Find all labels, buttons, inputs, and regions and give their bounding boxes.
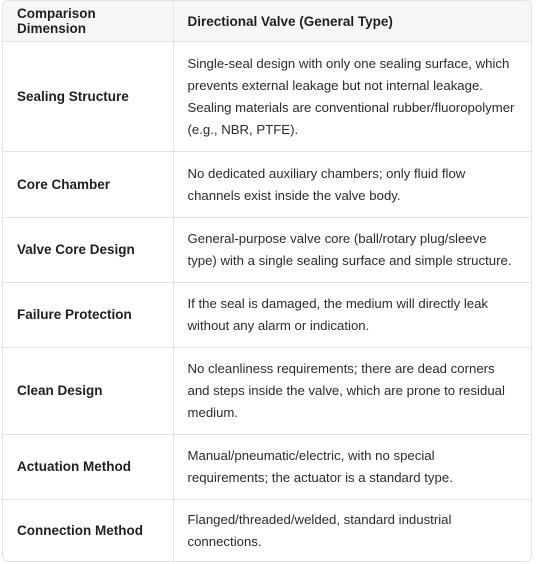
comparison-table-grid: [3, 1, 531, 561]
table-row: [3, 42, 531, 152]
table-row: [3, 218, 531, 283]
table-header: [3, 1, 531, 42]
row-description: General-purpose valve core (ball/rotary plug/sleeve type) with a single sealing surface and simple structure.: [173, 218, 531, 283]
row-dimension: Core Chamber: [3, 152, 173, 218]
header-row: [3, 1, 531, 42]
table-row: [3, 348, 531, 435]
header-comparison-dimension: Comparison Dimension: [3, 1, 173, 42]
row-description: Flanged/threaded/welded, standard industrial connections.: [173, 500, 531, 562]
row-description: Single-seal design with only one sealing surface, which prevents external leakage but not internal leakage. Sealing materials are conventional rubber/fluoropolymer (e.g., NBR, PTFE).: [173, 42, 531, 152]
comparison-table: [2, 0, 532, 562]
row-dimension: Clean Design: [3, 348, 173, 435]
row-description: Manual/pneumatic/electric, with no special requirements; the actuator is a standard type.: [173, 435, 531, 500]
table-body: [3, 42, 531, 562]
table-row: [3, 152, 531, 218]
row-dimension: Actuation Method: [3, 435, 173, 500]
table-row: [3, 500, 531, 562]
table-row: [3, 435, 531, 500]
row-description: No dedicated auxiliary chambers; only fluid flow channels exist inside the valve body.: [173, 152, 531, 218]
row-description: If the seal is damaged, the medium will directly leak without any alarm or indication.: [173, 283, 531, 348]
row-dimension: Connection Method: [17, 522, 143, 538]
table-row: [3, 283, 531, 348]
row-description: No cleanliness requirements; there are dead corners and steps inside the valve, which are prone to residual medium.: [173, 348, 531, 435]
row-dimension: Sealing Structure: [3, 42, 173, 152]
row-dimension: Valve Core Design: [3, 218, 173, 283]
header-directional-valve: Directional Valve (General Type): [173, 1, 531, 42]
row-dimension: Failure Protection: [3, 283, 173, 348]
